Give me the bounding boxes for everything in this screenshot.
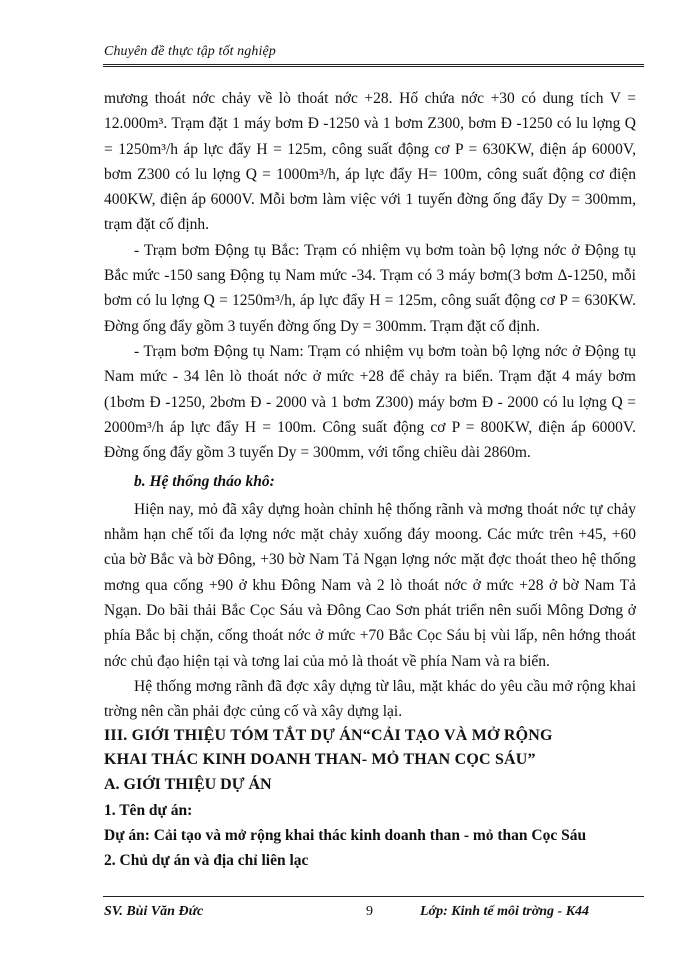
item-project-name-heading: 1. Tên dự án: (104, 801, 193, 819)
page-body (104, 86, 636, 874)
footer-class: Lớp: Kinh tế môi trờng - K44 (420, 904, 590, 919)
paragraph-drainage-current: Hiện nay, mỏ đã xây dựng hoàn chỉnh hệ thống rãnh và mơng thoát nớc tự chảy nhằm hạn chế tối đa lợng nớc mặt chảy xuống đáy moong. Các mức trên +45, +60 của bờ Bắc và bờ Đông, +30 bờ Nam Tả Ngạn lợng nớc mặt đợc thoát theo hệ thống mơng qua cống +90 ở khu Đông Nam và 2 lò thoát nớc ở mức +28 ở bờ Nam Tả Ngạn. Do bãi thải Bắc Cọc Sáu và Đông Cao Sơn phát triển nên suối Mông Dơng ở phía Bắc bị chặn, cống thoát nớc ở mức +70 Bắc Cọc Sáu bị vùi lấp, nên hớng thoát nớc chủ đạo hiện tại và tơng lai của mỏ là thoát về phía Nam và ra biển. (104, 500, 636, 670)
footer-student-name: SV. Bùi Văn Đức (104, 904, 204, 919)
running-footer (104, 904, 644, 924)
running-header: Chuyên đề thực tập tốt nghiệp (104, 44, 276, 59)
section-title-line2: KHAI THÁC KINH DOANH THAN- MỎ THAN CỌC SÁU” (104, 751, 536, 769)
section-title-line1: III. GIỚI THIỆU TÓM TẮT DỰ ÁN“CẢI TẠO VÀ MỞ RỘNG (104, 727, 553, 745)
header-divider (103, 64, 644, 67)
paragraph-drainage-upgrade: Hệ thống mơng rãnh đã đợc xây dựng từ lâu, mặt khác do yêu cầu mở rộng khai trờng nên cần phải đợc củng cố và xây dựng lại. (104, 677, 636, 721)
item-owner-contact-heading: 2. Chủ dự án và địa chỉ liên lạc (104, 852, 309, 870)
project-name-text: Dự án: Cải tạo và mở rộng khai thác kinh doanh than - mỏ than Cọc Sáu (104, 827, 587, 845)
subsection-heading-a: A. GIỚI THIỆU DỰ ÁN (104, 776, 272, 794)
paragraph-pump-station-continued: mương thoát nớc chảy về lò thoát nớc +28. Hố chứa nớc +30 có dung tích V = 12.000m³. Trạm đặt 1 máy bơm Đ -1250 và 1 bơm Z300, bơm Đ -1250 có lu lợng Q = 1250m³/h áp lực đẩy H = 125m, công suất động cơ P = 630KW, điện áp 6000V, bơm Z300 có lu lợng Q = 1000m³/h, áp lực đẩy H= 100m, công suất động cơ điện 400KW, điện áp 6000V. Mỗi bơm làm việc với 1 tuyến đờng ống đẩy Dy = 300mm, trạm đặt cố định. (104, 90, 636, 234)
heading-drainage-system: b. Hệ thống tháo khô: (134, 473, 275, 491)
paragraph-north-sump-station: - Trạm bơm Động tụ Bắc: Trạm có nhiệm vụ bơm toàn bộ lợng nớc ở Động tụ Bắc mức -150 sang Động tụ Nam mức -34. Trạm có 3 máy bơm(3 bơm Δ-1250, mỗi bơm có lu lợng Q = 1250m³/h, áp lực đẩy H = 125m, công suất động cơ P = 630KW. Đờng ống đẩy gồm 3 tuyến đờng ống Dy = 300mm. Trạm đặt cố định. (104, 241, 636, 335)
paragraph-south-sump-station: - Trạm bơm Động tụ Nam: Trạm có nhiệm vụ bơm toàn bộ lợng nớc ở Động tụ Nam mức - 34 lên lò thoát nớc ở mức +28 để chảy ra biển. Trạm đặt 4 máy bơm (1bơm Đ -1250, 2bơm Đ - 2000 và 1 bơm Z300) máy bơm Đ - 2000 có lu lợng Q = 2000m³/h áp lực đẩy H = 100m. Công suất động cơ P = 800KW, điện áp 6000V. Đờng ống đẩy gồm 3 tuyến Dy = 300mm, với tổng chiều dài 2860m. (104, 342, 636, 462)
page-number: 9 (366, 904, 373, 919)
footer-divider (103, 896, 644, 897)
